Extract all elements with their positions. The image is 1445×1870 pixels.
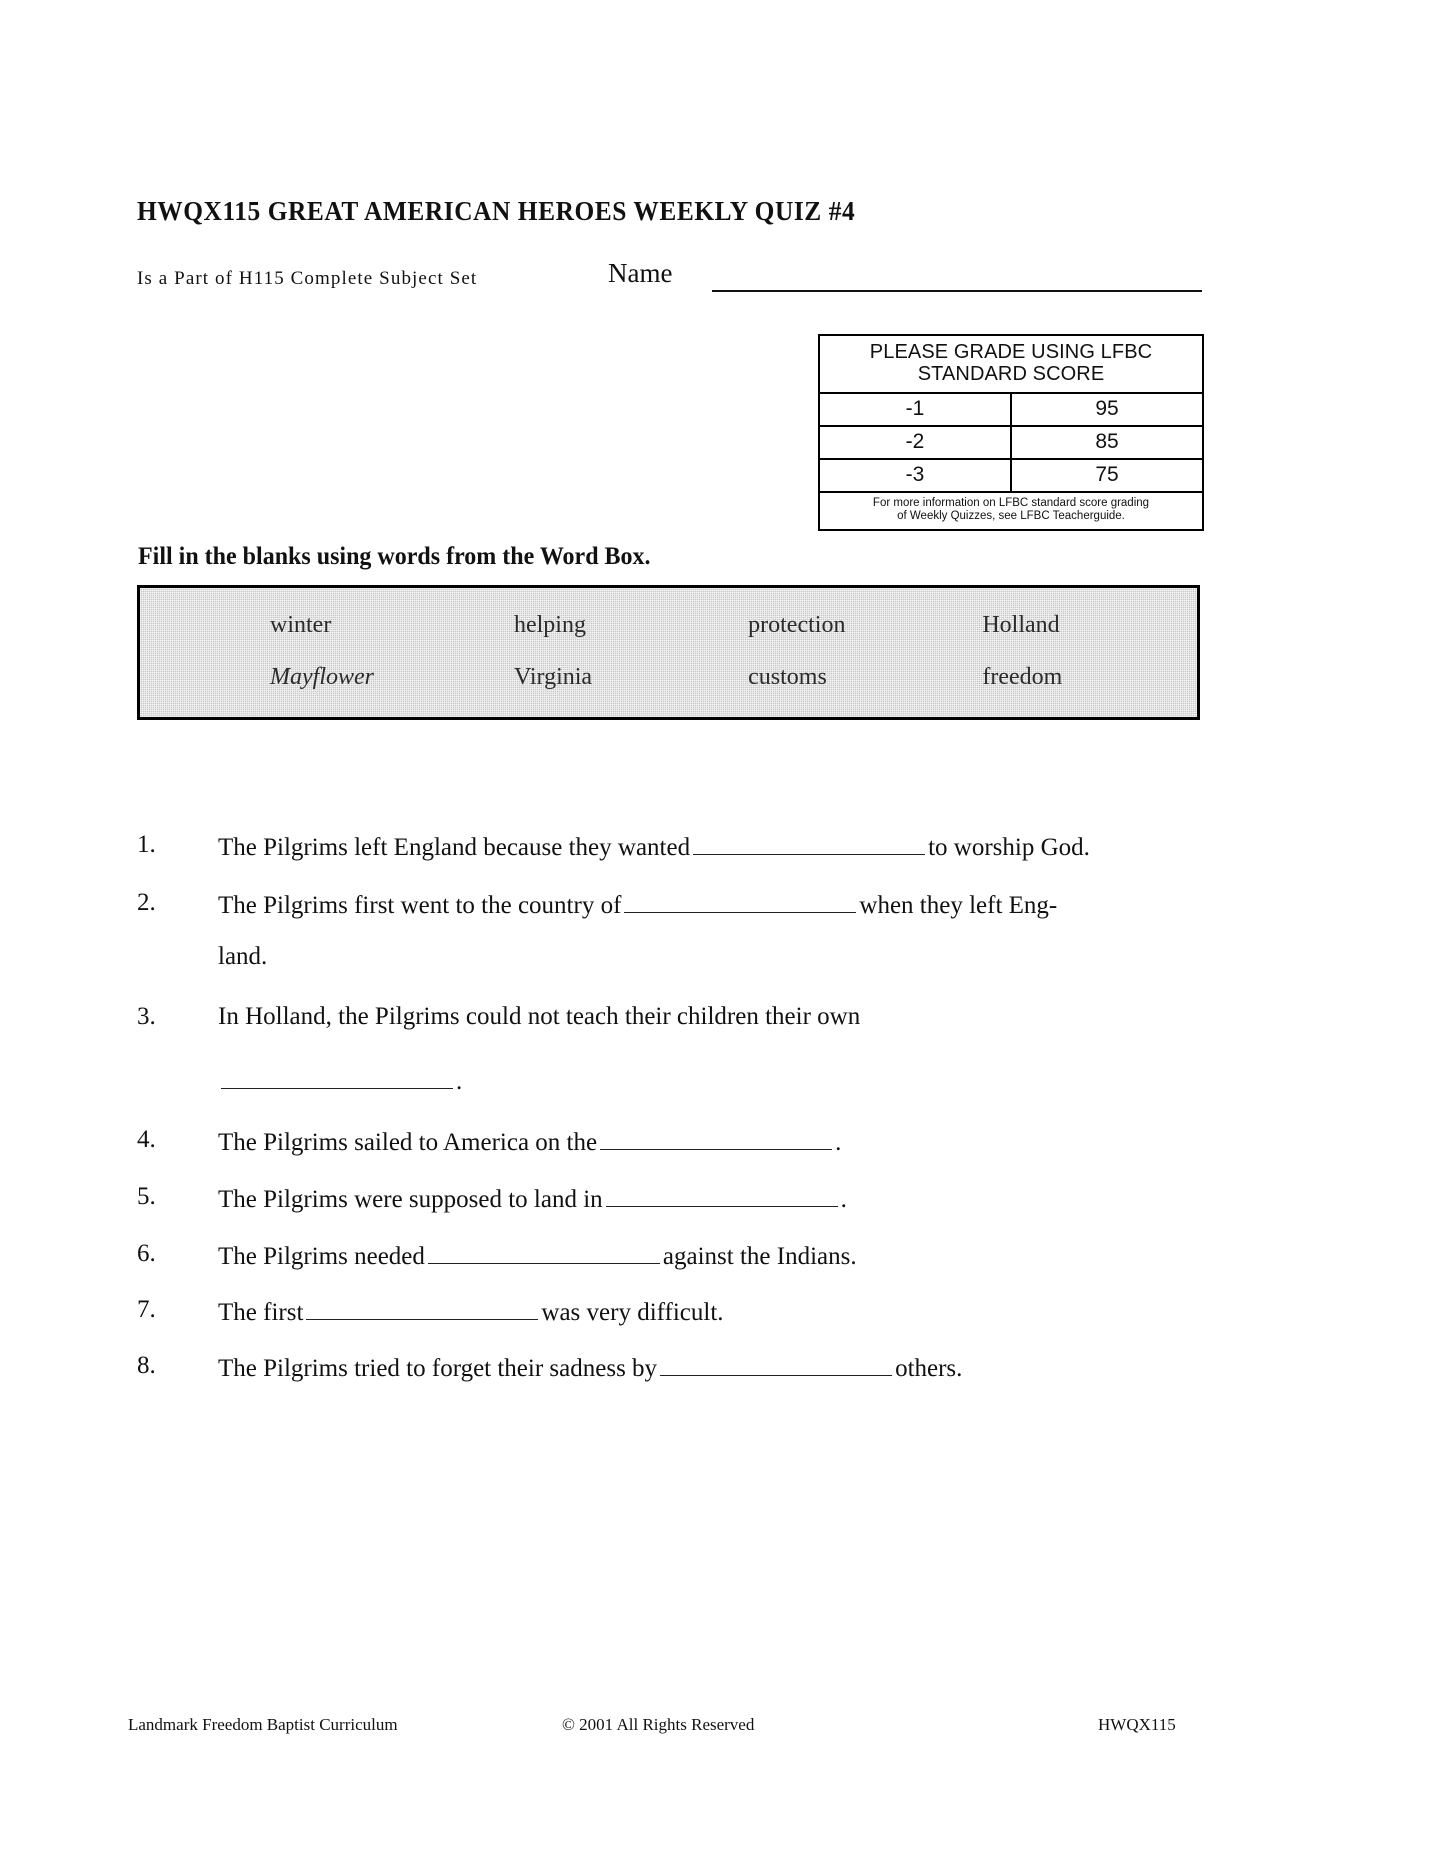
word-box-row xyxy=(140,612,1197,664)
question-body xyxy=(218,1129,841,1156)
question-text-before: The first xyxy=(218,1299,304,1326)
question-body xyxy=(218,1186,847,1213)
question-continuation-text xyxy=(218,1068,462,1095)
question-item xyxy=(137,1297,1212,1353)
deduction-value: -3 xyxy=(820,460,1012,491)
grading-table xyxy=(818,334,1204,531)
word-box-word: freedom xyxy=(982,664,1063,690)
question-continuation xyxy=(137,944,1212,1004)
question-number: 7. xyxy=(137,1296,156,1323)
page-title: HWQX115 GREAT AMERICAN HEROES WEEKLY QUIZ #4 xyxy=(137,196,856,226)
question-body xyxy=(218,892,1057,919)
table-row xyxy=(820,460,1202,493)
question-text-after: when they left Eng- xyxy=(859,892,1058,919)
answer-blank[interactable] xyxy=(221,1066,453,1089)
answer-blank[interactable] xyxy=(660,1353,892,1376)
footer-code: HWQX115 xyxy=(1098,1715,1176,1734)
question-item xyxy=(137,1241,1212,1297)
question-text-after: to worship God. xyxy=(928,834,1090,861)
question-text-before: In Holland, the Pilgrims could not teach their children their own xyxy=(218,1003,861,1030)
question-body xyxy=(218,1243,857,1270)
answer-blank[interactable] xyxy=(600,1127,832,1150)
question-number: 6. xyxy=(137,1240,156,1267)
grading-table-footnote-line1: For more information on LFBC standard score grading xyxy=(872,496,1150,509)
question-text-after: . xyxy=(840,1186,847,1213)
word-box-word: protection xyxy=(748,612,846,638)
question-terminator: . xyxy=(456,1068,463,1095)
question-number: 2. xyxy=(137,889,156,916)
word-box-word: helping xyxy=(513,612,586,638)
grading-table-footnote-line2: of Weekly Quizzes, see LFBC Teacherguide. xyxy=(897,510,1125,523)
score-value: 95 xyxy=(1095,396,1119,420)
name-input-line[interactable] xyxy=(712,290,1202,292)
question-text-after: was very difficult. xyxy=(541,1299,724,1326)
question-body xyxy=(218,834,1090,861)
question-continuation xyxy=(137,1066,1212,1127)
word-box-word: Mayflower xyxy=(270,664,374,690)
table-row xyxy=(820,394,1202,427)
table-row xyxy=(820,427,1202,460)
score-value: 75 xyxy=(1095,462,1119,486)
question-body xyxy=(218,1355,962,1382)
question-text-after: others. xyxy=(895,1355,963,1382)
word-box-word: winter xyxy=(270,612,332,638)
answer-blank[interactable] xyxy=(306,1297,538,1320)
word-box-word: Virginia xyxy=(513,664,593,690)
word-box-row xyxy=(140,664,1197,716)
grading-table-heading-line2: STANDARD SCORE xyxy=(917,363,1105,386)
question-number: 3. xyxy=(137,1003,156,1030)
question-body xyxy=(218,1003,860,1030)
question-text-before: The Pilgrims needed xyxy=(218,1243,425,1270)
question-text-before: The Pilgrims tried to forget their sadness by xyxy=(218,1355,658,1382)
grading-table-heading xyxy=(820,336,1202,394)
grading-table-heading-line1: PLEASE GRADE USING LFBC xyxy=(869,341,1153,363)
question-text-after: against the Indians. xyxy=(662,1243,857,1270)
question-number: 1. xyxy=(137,831,156,858)
question-item xyxy=(137,890,1212,944)
footer-publisher: Landmark Freedom Baptist Curriculum xyxy=(128,1715,398,1734)
question-text-before: The Pilgrims were supposed to land in xyxy=(218,1186,603,1213)
question-item xyxy=(137,832,1212,890)
subject-set-subtitle: Is a Part of H115 Complete Subject Set xyxy=(137,268,478,289)
grading-table-footnote xyxy=(820,493,1202,529)
question-body xyxy=(218,1299,724,1326)
instruction-text: Fill in the blanks using words from the Word Box. xyxy=(138,543,651,570)
answer-blank[interactable] xyxy=(624,890,856,913)
answer-blank[interactable] xyxy=(606,1184,838,1207)
question-number: 4. xyxy=(137,1126,156,1153)
question-text-before: The Pilgrims left England because they wanted xyxy=(218,834,691,861)
deduction-value: -2 xyxy=(820,427,1012,458)
name-label: Name xyxy=(608,258,673,288)
deduction-value: -1 xyxy=(820,394,1012,425)
questions-list xyxy=(137,832,1212,1409)
score-value: 85 xyxy=(1095,429,1119,453)
word-box xyxy=(137,585,1200,720)
footer-copyright: © 2001 All Rights Reserved xyxy=(562,1715,755,1734)
question-item xyxy=(137,1353,1212,1409)
word-box-word: customs xyxy=(748,664,827,690)
question-item xyxy=(137,1184,1212,1241)
question-item xyxy=(137,1004,1212,1066)
question-number: 5. xyxy=(137,1183,156,1210)
question-item xyxy=(137,1127,1212,1184)
question-continuation-text: land. xyxy=(218,943,268,970)
question-number: 8. xyxy=(137,1352,156,1379)
question-text-after: . xyxy=(835,1129,842,1156)
question-text-before: The Pilgrims sailed to America on the xyxy=(218,1129,598,1156)
word-box-word: Holland xyxy=(982,612,1060,638)
answer-blank[interactable] xyxy=(693,832,925,855)
question-text-before: The Pilgrims first went to the country of xyxy=(218,892,622,919)
answer-blank[interactable] xyxy=(428,1241,660,1264)
